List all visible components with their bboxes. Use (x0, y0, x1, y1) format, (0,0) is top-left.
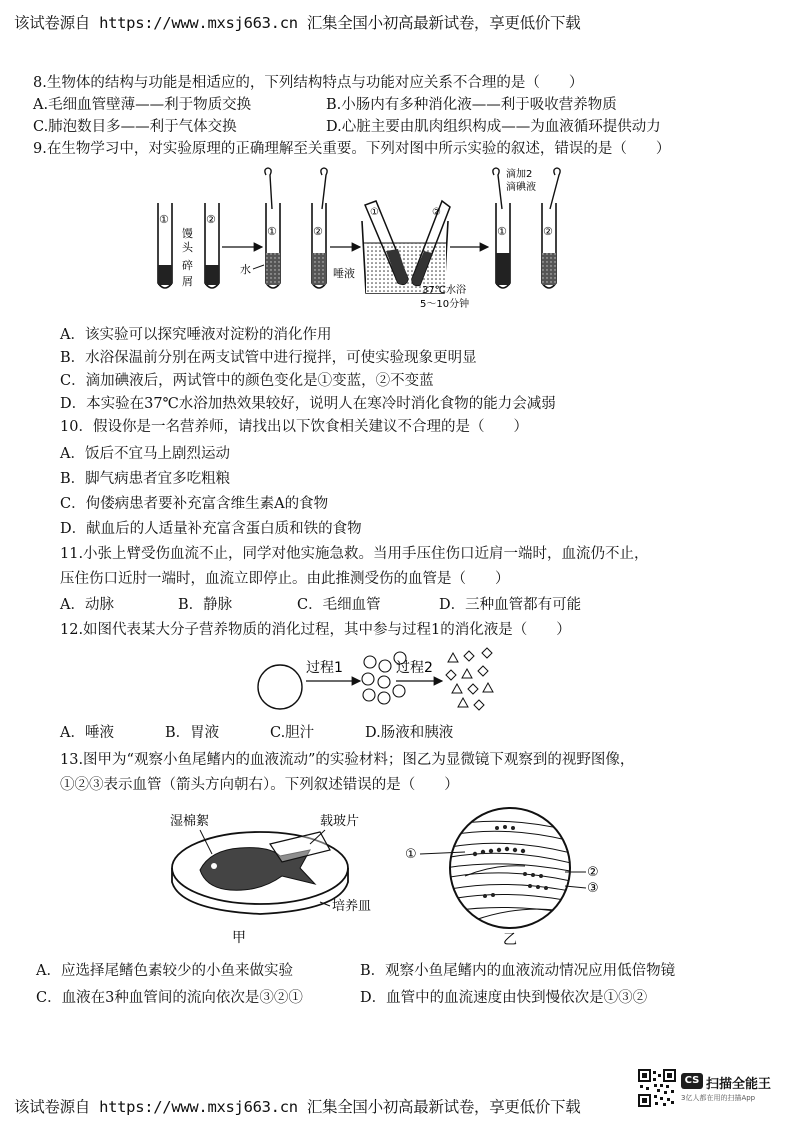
footer-url[interactable]: https://www.mxsj663.cn (99, 1098, 298, 1116)
q11-option-c: C．毛细血管 (297, 597, 381, 613)
header-watermark (14, 11, 580, 33)
q9-option-c: C．滴加碘液后，两试管中的颜色变化是①变蓝，②不变蓝 (60, 373, 434, 389)
q9-tube1-label-b: ① (267, 225, 277, 238)
q9-experiment-figure (150, 165, 590, 315)
q11-option-a: A．动脉 (60, 597, 114, 613)
q13-microscope-figure (405, 806, 605, 946)
camscanner-name: 扫描全能王 (706, 1077, 772, 1092)
q13-stem-line1: 13.图甲为“观察小鱼尾鳍内的血液流动”的实验材料；图乙为显微镜下观察到的视野图像， (60, 752, 635, 768)
footer-watermark (14, 1095, 580, 1117)
q9-stem: 9.在生物学习中，对实验原理的正确理解至关重要。下列对图中所示实验的叙述，错误的是（ ） (33, 141, 671, 157)
header-prefix: 该试卷源自 (14, 14, 91, 32)
q12-digestion-figure (256, 645, 506, 715)
footer-prefix: 该试卷源自 (14, 1098, 91, 1116)
q12-stem: 12.如图代表某大分子营养物质的消化过程，其中参与过程1的消化液是（ ） (60, 622, 571, 638)
q13-option-b: B．观察小鱼尾鳍内的血液流动情况应用低倍物镜 (360, 963, 676, 979)
q11-option-d: D．三种血管都有可能 (439, 597, 582, 613)
q12-option-c: C.胆汁 (270, 725, 315, 741)
q9-option-a: A．该实验可以探究唾液对淀粉的消化作用 (60, 327, 332, 343)
q13-option-d: D．血管中的血流速度由快到慢依次是①③② (360, 990, 648, 1006)
q8-option-a: A.毛细血管壁薄——利于物质交换 (33, 97, 252, 113)
q11-stem-line1: 11.小张上臂受伤血流不止，同学对他实施急救。当用手压住伤口近肩一端时，血流仍不止， (60, 546, 649, 562)
footer-suffix: 汇集全国小初高最新试卷，享更低价下载 (306, 1098, 581, 1116)
q9-mantou-4: 屑 (182, 275, 193, 288)
header-url[interactable]: https://www.mxsj663.cn (99, 14, 298, 32)
q12-option-b: B．胃液 (165, 725, 220, 741)
q9-saliva-label: 唾液 (333, 267, 355, 280)
q8-option-b: B.小肠内有多种消化液——利于吸收营养物质 (326, 97, 617, 113)
q13-dish-label: 培养皿 (332, 899, 372, 914)
q13-vessel3-label: ③ (587, 881, 599, 896)
q8-option-d: D.心脏主要由肌肉组织构成——为血液循环提供动力 (326, 119, 661, 135)
q8-option-c: C.肺泡数目多——利于气体交换 (33, 119, 237, 135)
q9-tube1-label-c: ① (497, 225, 507, 238)
q9-bath-tube2: ② (432, 207, 441, 218)
q10-option-d: D．献血后的人适量补充富含蛋白质和铁的食物 (60, 521, 362, 537)
q10-stem: 10．假设你是一名营养师，请找出以下饮食相关建议不合理的是（ ） (60, 419, 528, 435)
q9-tube1-label-a: ① (159, 213, 169, 226)
q13-option-a: A．应选择尾鳍色素较少的小鱼来做实验 (36, 963, 293, 979)
q11-stem-line2: 压住伤口近肘一端时，血流立即停止。由此推测受伤的血管是（ ） (60, 571, 510, 587)
q9-tube2-label-a: ② (206, 213, 216, 226)
camscanner-tagline: 3亿人都在用的扫描App (681, 1094, 756, 1102)
q10-option-b: B．脚气病患者宜多吃粗粮 (60, 471, 231, 487)
q13-fish-dish-figure (170, 810, 370, 950)
q9-mantou-1: 馒 (182, 227, 193, 240)
q13-yi-label: 乙 (503, 932, 517, 948)
q12-option-d: D.肠液和胰液 (365, 725, 454, 741)
q12-option-a: A．唾液 (60, 725, 114, 741)
q9-bath-time: 5～10分钟 (420, 299, 470, 310)
q11-option-b: B．静脉 (178, 597, 233, 613)
qr-code-icon (638, 1069, 676, 1107)
q8-stem: 8.生物体的结构与功能是相适应的，下列结构特点与功能对应关系不合理的是（ ） (33, 75, 584, 91)
q13-jia-label: 甲 (232, 930, 246, 946)
q13-vessel1-label: ① (405, 847, 417, 862)
q12-process1-label: 过程1 (306, 660, 343, 676)
q9-option-d: D．本实验在37℃水浴加热效果较好，说明人在寒冷时消化食物的能力会减弱 (60, 396, 556, 412)
q9-iodine-label-1: 滴加2 (506, 169, 533, 180)
q9-option-b: B．水浴保温前分别在两支试管中进行搅拌，可使实验现象更明显 (60, 350, 477, 366)
q10-option-a: A．饭后不宜马上剧烈运动 (60, 446, 230, 462)
q9-bath-temp: 37℃水浴 (422, 285, 466, 296)
q9-mantou-2: 头 (182, 241, 193, 254)
q13-cotton-label: 湿棉絮 (170, 814, 210, 829)
q9-water-label: 水 (240, 263, 251, 276)
q13-option-c: C．血液在3种血管间的流向依次是③②① (36, 990, 303, 1006)
header-suffix: 汇集全国小初高最新试卷，享更低价下载 (306, 14, 581, 32)
q9-bath-tube1: ① (370, 207, 379, 218)
q13-vessel2-label: ② (587, 865, 599, 880)
q9-mantou-3: 碎 (182, 259, 193, 272)
q9-tube2-label-b: ② (313, 225, 323, 238)
q13-slide-label: 载玻片 (320, 814, 360, 829)
q12-process2-label: 过程2 (396, 660, 433, 676)
q9-tube2-label-c: ② (543, 225, 553, 238)
q13-stem-line2: ①②③表示血管（箭头方向朝右）。下列叙述错误的是（ ） (60, 777, 459, 793)
q10-option-c: C．佝偻病患者要补充富含维生素A的食物 (60, 496, 329, 512)
camscanner-logo-icon: CS (681, 1073, 703, 1089)
q9-iodine-label-2: 滴碘液 (506, 182, 536, 193)
